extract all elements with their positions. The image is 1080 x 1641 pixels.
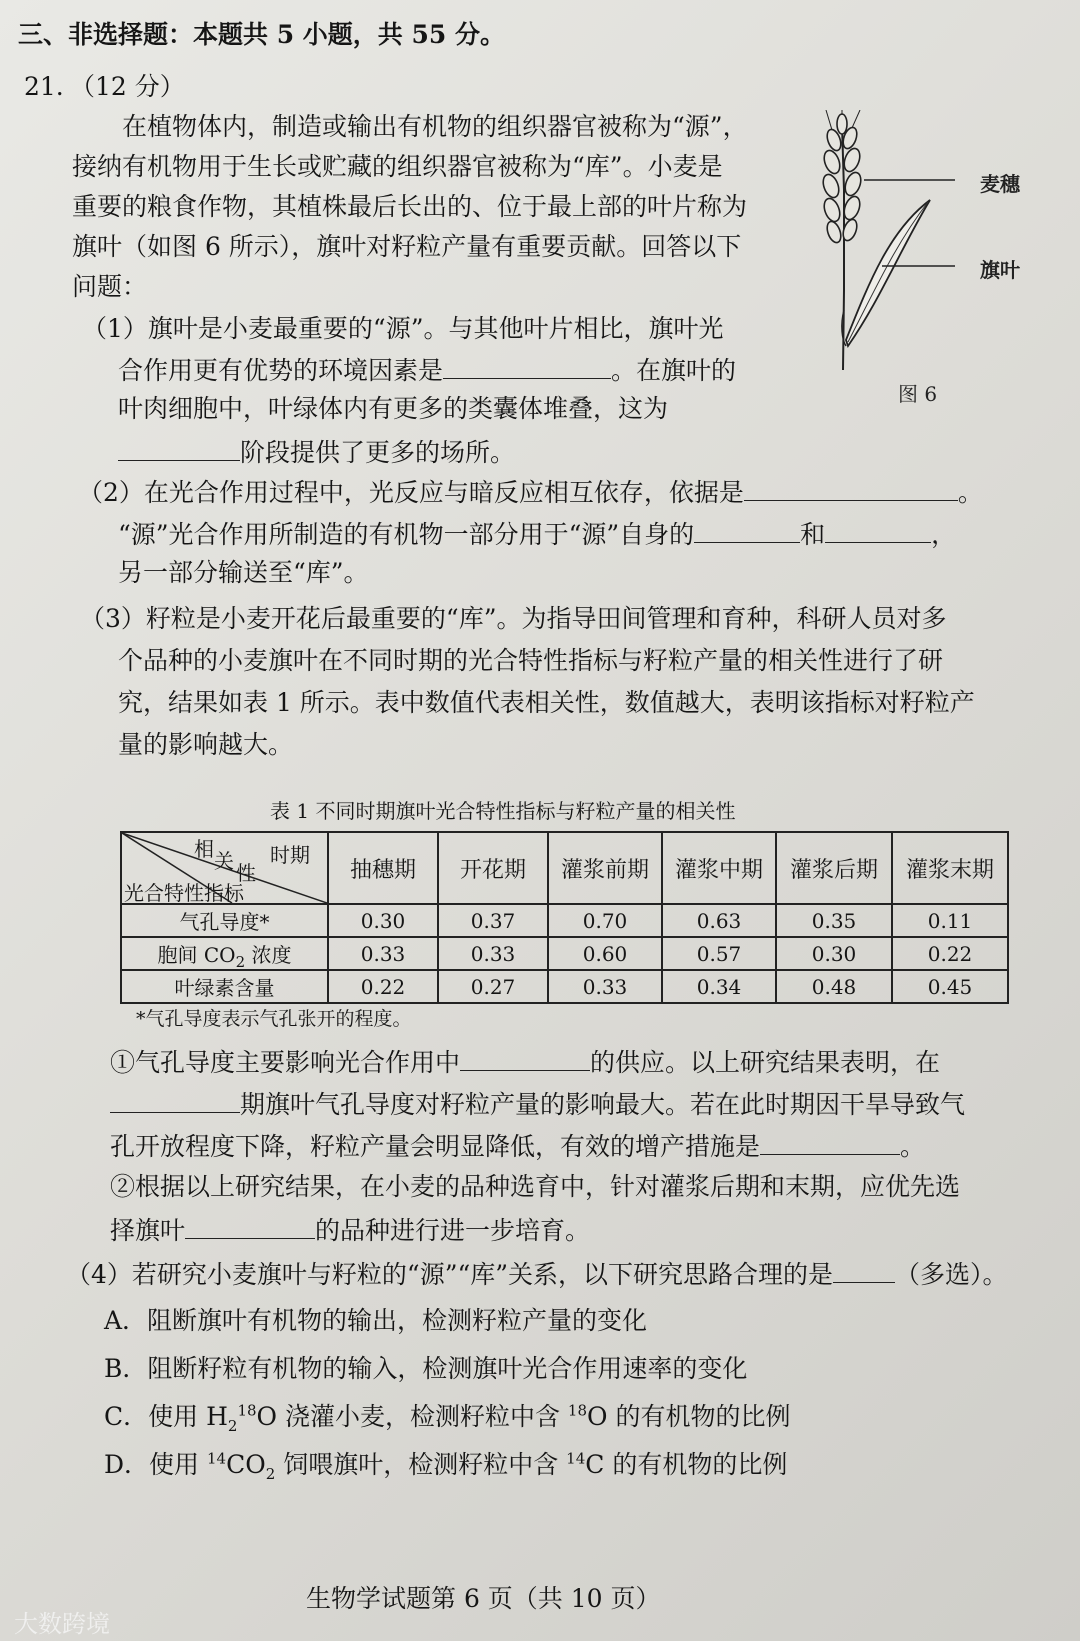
table-cell: 0.37 (438, 904, 548, 937)
table-cell: 0.27 (438, 970, 548, 1003)
page-footer: 生物学试题第 6 页（共 10 页） (306, 1584, 661, 1613)
section-title: 三、非选择题：本题共 5 小题，共 55 分。 (18, 20, 506, 49)
table-corner-header (121, 832, 328, 904)
option-d[interactable] (104, 1449, 788, 1483)
part3-line-4: 量的影响越大。 (118, 730, 294, 759)
part1-text: 合作用更有优势的环境因素是 (118, 356, 444, 385)
option-d-superscript: 14 (207, 1449, 227, 1468)
table-footnote: *气孔导度表示气孔张开的程度。 (136, 1008, 412, 1030)
part2-text: （2）在光合作用过程中，光反应与暗反应相互依存，依据是 (78, 478, 744, 507)
column-header: 灌浆后期 (776, 832, 892, 904)
corner-correlation-label-1: 相 (194, 837, 214, 861)
table-row (121, 970, 1008, 1003)
table-cell: 0.22 (892, 937, 1008, 970)
sub1-line-1 (110, 1046, 940, 1078)
intro-line-2: 接纳有机物用于生长或贮藏的组织器官被称为“库”。小麦是 (72, 152, 723, 181)
part1-line-3: 叶肉细胞中，叶绿体内有更多的类囊体堆叠，这为 (118, 394, 669, 423)
part1-text: 。在旗叶的 (611, 356, 737, 385)
option-c-superscript: 18 (237, 1401, 257, 1420)
option-c-subscript: 2 (227, 1417, 238, 1435)
label-spike: 麦穗 (980, 172, 1020, 196)
part4-text: （4）若研究小麦旗叶与籽粒的“源”“库”关系，以下研究思路合理的是 (66, 1260, 834, 1289)
answer-blank-use-1[interactable] (694, 518, 800, 543)
row-label: 叶绿素含量 (121, 970, 328, 1003)
sub1-text: 。 (900, 1132, 926, 1161)
table-cell: 0.45 (892, 970, 1008, 1003)
table-cell: 0.34 (662, 970, 776, 1003)
table-cell: 0.57 (662, 937, 776, 970)
intro-line-4: 旗叶（如图 6 所示），旗叶对籽粒产量有重要贡献。回答以下 (72, 232, 742, 261)
row-label (121, 937, 328, 970)
row-label-subscript: 2 (235, 953, 246, 971)
sub1-text: 的供应。以上研究结果表明，在 (590, 1048, 941, 1077)
option-d-text: D．使用 (104, 1450, 207, 1479)
option-c-superscript: 18 (567, 1401, 588, 1420)
option-d-text: 饲喂旗叶，检测籽粒中含 (275, 1450, 567, 1479)
figure-caption: 图 6 (898, 382, 938, 406)
watermark: 大数跨境 (14, 1610, 110, 1638)
table-cell: 0.33 (438, 937, 548, 970)
option-c-text: O 浇灌小麦，检测籽粒中含 (256, 1402, 568, 1431)
sub1-line-3 (110, 1130, 925, 1162)
corner-period-label: 时期 (270, 843, 310, 867)
option-c[interactable] (104, 1401, 791, 1435)
part1-line-2 (118, 354, 736, 386)
option-a[interactable]: A．阻断旗叶有机物的输出，检测籽粒产量的变化 (104, 1306, 648, 1335)
intro-line-1: 在植物体内，制造或输出有机物的组织器官被称为“源”， (122, 112, 748, 141)
table-row (121, 904, 1008, 937)
option-c-text: O 的有机物的比例 (587, 1402, 791, 1431)
column-header: 灌浆前期 (548, 832, 662, 904)
part2-line-1 (78, 476, 983, 508)
column-header: 灌浆中期 (662, 832, 776, 904)
table-cell: 0.33 (548, 970, 662, 1003)
table-cell: 0.70 (548, 904, 662, 937)
column-header: 灌浆末期 (892, 832, 1008, 904)
option-d-superscript: 14 (566, 1449, 586, 1468)
row-label-text: 浓度 (245, 943, 292, 967)
question-score: （12 分） (70, 72, 185, 101)
answer-blank-measure[interactable] (760, 1130, 900, 1155)
table-cell: 0.30 (328, 904, 438, 937)
part2-line-2 (118, 518, 956, 550)
part2-line-3: 另一部分输送至“库”。 (118, 558, 369, 587)
column-header: 开花期 (438, 832, 548, 904)
part2-text: 和 (800, 520, 826, 549)
corner-correlation-label-3: 性 (236, 861, 256, 885)
part3-line-1: （3）籽粒是小麦开花后最重要的“库”。为指导田间管理和育种，科研人员对多 (80, 604, 947, 633)
table-cell: 0.33 (328, 937, 438, 970)
intro-line-5: 问题： (72, 272, 148, 301)
answer-blank-trait[interactable] (185, 1214, 315, 1239)
option-b[interactable]: B．阻断籽粒有机物的输入，检测旗叶光合作用速率的变化 (104, 1354, 748, 1383)
wheat-figure (820, 110, 1060, 410)
table-cell: 0.48 (776, 970, 892, 1003)
part2-text: ， (931, 520, 957, 549)
table-row (121, 937, 1008, 970)
label-flag-leaf: 旗叶 (980, 258, 1020, 282)
option-d-text: CO (226, 1450, 266, 1479)
table-cell: 0.11 (892, 904, 1008, 937)
sub1-text: 期旗叶气孔导度对籽粒产量的影响最大。若在此时期因干旱导致气 (240, 1090, 966, 1119)
column-header: 抽穗期 (328, 832, 438, 904)
sub2-text: 的品种进行进一步培育。 (315, 1216, 591, 1245)
wheat-plant-drawing (820, 110, 1060, 410)
part1-text: 阶段提供了更多的场所。 (240, 438, 516, 467)
part1-line-1: （1）旗叶是小麦最重要的“源”。与其他叶片相比，旗叶光 (82, 314, 724, 343)
table-cell: 0.30 (776, 937, 892, 970)
question-number: 21. (24, 72, 64, 101)
row-label-text: 胞间 CO (157, 943, 236, 967)
table-caption: 表 1 不同时期旗叶光合特性指标与籽粒产量的相关性 (270, 799, 736, 823)
part1-line-4 (118, 436, 515, 468)
part2-text: 。 (957, 478, 983, 507)
part4-text: （多选）。 (895, 1260, 1008, 1289)
intro-line-3: 重要的粮食作物，其植株最后长出的、位于最上部的叶片称为 (72, 192, 748, 221)
answer-blank-choice[interactable] (833, 1258, 895, 1283)
table-cell: 0.63 (662, 904, 776, 937)
correlation-table (120, 831, 1009, 1004)
sub1-text: ①气孔导度主要影响光合作用中 (110, 1048, 461, 1077)
corner-index-label: 光合特性指标 (124, 881, 244, 905)
option-d-subscript: 2 (265, 1465, 276, 1483)
answer-blank-use-2[interactable] (825, 518, 931, 543)
sub1-line-2 (110, 1088, 965, 1120)
part3-line-3: 究，结果如表 1 所示。表中数值代表相关性，数值越大，表明该指标对籽粒产 (118, 688, 975, 717)
part2-text: “源”光合作用所制造的有机物一部分用于“源”自身的 (118, 520, 695, 549)
corner-correlation-label-2: 关 (214, 849, 234, 873)
sub2-line-1: ②根据以上研究结果，在小麦的品种选育中，针对灌浆后期和末期，应优先选 (110, 1172, 961, 1201)
table-cell: 0.22 (328, 970, 438, 1003)
option-d-text: C 的有机物的比例 (585, 1450, 788, 1479)
part3-line-2: 个品种的小麦旗叶在不同时期的光合特性指标与籽粒产量的相关性进行了研 (118, 646, 944, 675)
part4-stem (66, 1258, 1008, 1290)
answer-blank-dependency[interactable] (744, 476, 958, 501)
option-c-text: C．使用 H (104, 1402, 228, 1431)
answer-blank-period[interactable] (110, 1088, 240, 1113)
answer-blank-env-factor[interactable] (443, 354, 611, 379)
answer-blank-stage[interactable] (118, 436, 240, 461)
sub2-line-2 (110, 1214, 590, 1246)
row-label: 气孔导度* (121, 904, 328, 937)
answer-blank-supply[interactable] (460, 1046, 590, 1071)
table-cell: 0.35 (776, 904, 892, 937)
sub2-text: 择旗叶 (110, 1216, 186, 1245)
sub1-text: 孔开放程度下降，籽粒产量会明显降低，有效的增产措施是 (110, 1132, 761, 1161)
table-cell: 0.60 (548, 937, 662, 970)
